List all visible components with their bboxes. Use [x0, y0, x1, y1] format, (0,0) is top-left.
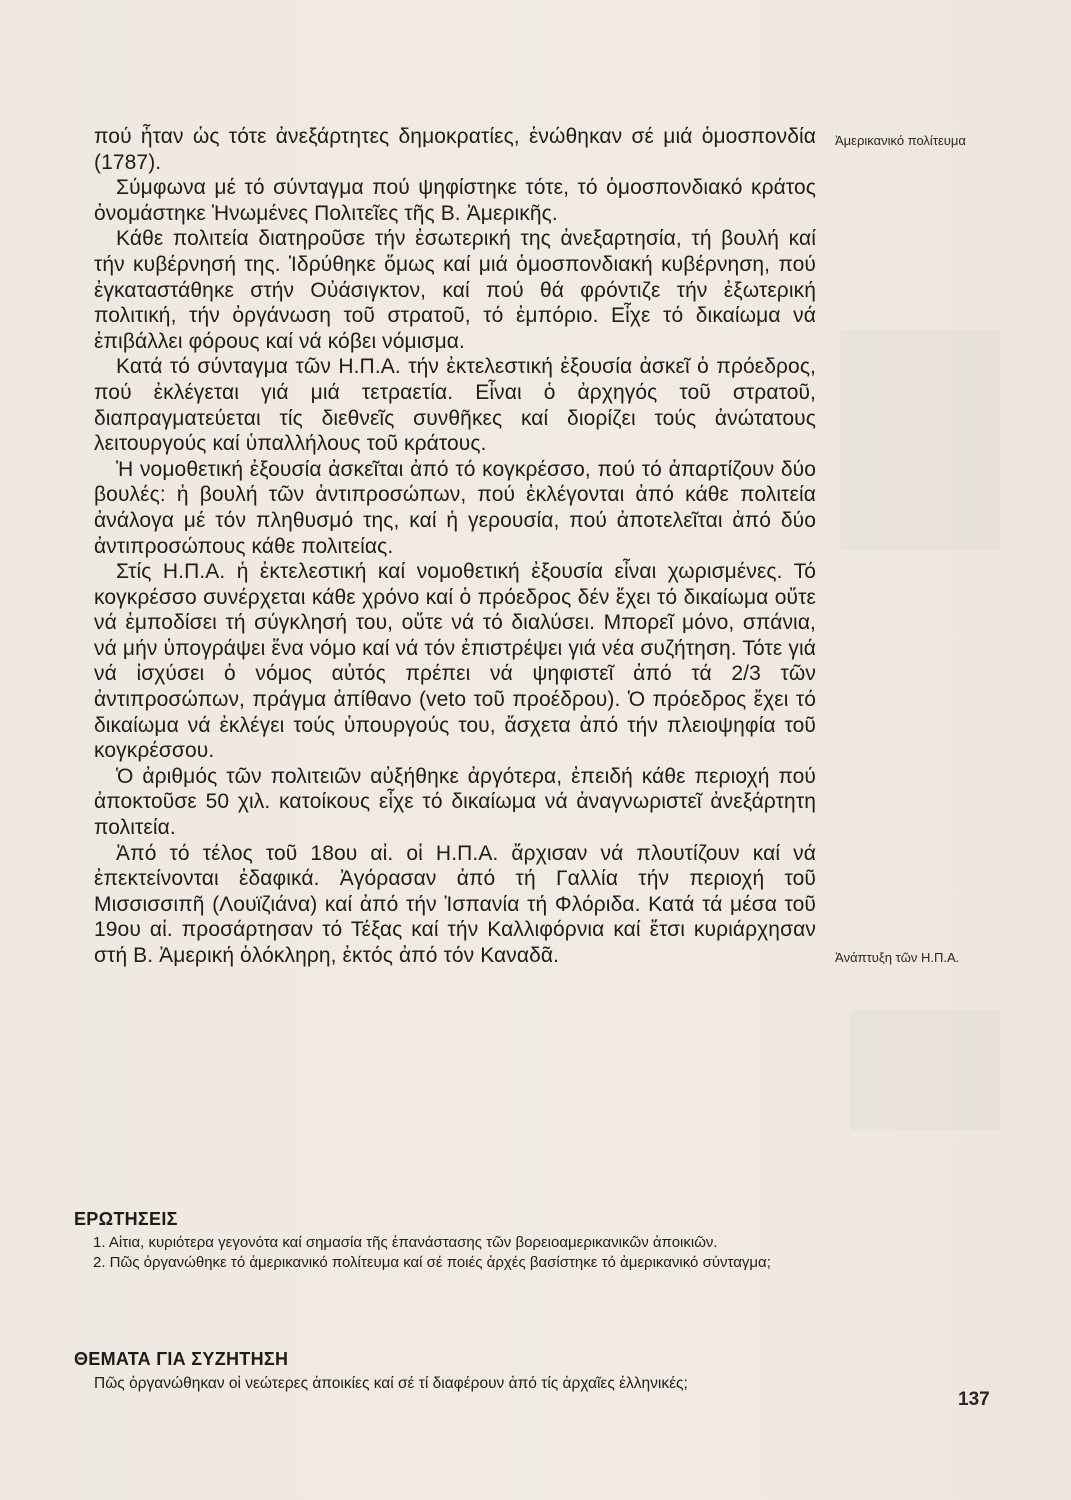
paragraph-2: Σύμφωνα μέ τό σύνταγμα πού ψηφίστηκε τότε, τό ὁμοσπονδιακό κράτος ὀνομάστηκε Ἡνωμένες Πολιτεῖες τῆς Β. Ἀμερικῆς.: [94, 176, 816, 225]
bleed-through-shadow: [850, 1010, 1000, 1130]
paragraph-1: πού ἦταν ὡς τότε ἀνεξάρτητες δημοκρατίες, ἑνώθηκαν σέ μιά ὁμοσπονδία (1787).: [94, 125, 816, 174]
paragraph-8: Ἀπό τό τέλος τοῦ 18ου αἰ. οἱ Η.Π.Α. ἄρχισαν νά πλουτίζουν καί νά ἐπεκτείνονται ἐδαφικά. Ἀγόρασαν ἀπό τή Γαλλία τήν περιοχή τοῦ Μισσισσιπῆ (Λουϊζιάνα) καί ἀπό τήν Ἰσπανία τή Φλόριδα. Κατά τά μέσα τοῦ 19ου αἰ. προσάρτησαν τό Τέξας καί τήν Καλλιφόρνια καί ἔτσι κυριάρχησαν στή Β. Ἀμερική ὁλόκληρη, ἐκτός ἀπό τόν Καναδᾶ.: [94, 841, 816, 967]
paragraph-4: Κατά τό σύνταγμα τῶν Η.Π.Α. τήν ἐκτελεστική ἐξουσία ἀσκεῖ ὁ πρόεδρος, πού ἐκλέγεται γιά μιά τετραετία. Εἶναι ὁ ἀρχηγός τοῦ στρατοῦ, διαπραγματεύεται τίς διεθνεῖς συνθῆκες καί διορίζει τούς ἀνώτατους λειτουργούς καί ὑπαλλήλους τοῦ κράτους.: [94, 355, 816, 456]
paragraph-6: Στίς Η.Π.Α. ἡ ἐκτελεστική καί νομοθετική ἐξουσία εἶναι χωρισμένες. Τό κογκρέσσο συνέρχεται κάθε χρόνο καί ὁ πρόεδρος δέν ἔχει τό δικαίωμα οὔτε νά ἐμποδίσει τή σύγκλησή του, οὔτε νά τό διαλύσει. Μπορεῖ μόνο, σπάνια, νά μήν ὑπογράψει ἕνα νόμο καί νά τόν ἐπιστρέψει γιά νέα συζήτηση. Τότε γιά νά ἰσχύσει ὁ νόμος αὐτός πρέπει νά ψηφιστεῖ ἀπό τά 2/3 τῶν ἀντιπροσώπων, πράγμα ἀπίθανο (veto τοῦ προέδρου). Ὁ πρόεδρος ἔχει τό δικαίωμα νά ἐκλέγει τούς ὑπουργούς του, ἄσχετα ἀπό τήν πλειοψηφία τοῦ κογκρέσσου.: [94, 560, 816, 763]
question-item: 2. Πῶς ὀργανώθηκε τό ἀμερικανικό πολίτευμα καί σέ ποιές ἀρχές βασίστηκε τό ἀμερικανικό σύνταγμα;: [93, 1254, 771, 1271]
discussion-heading: ΘΕΜΑΤΑ ΓΙΑ ΣΥΖΗΤΗΣΗ: [74, 1349, 289, 1369]
question-item: 1. Αἰτια, κυριότερα γεγονότα καί σημασία τῆς ἐπανάστασης τῶν βορειοαμερικανικῶν ἀποικιῶν.: [93, 1234, 718, 1251]
margin-note-american-constitution: Ἀμερικανικό πολίτευμα: [835, 133, 966, 148]
paragraph-7: Ὁ ἀριθμός τῶν πολιτειῶν αὐξήθηκε ἀργότερα, ἐπειδή κάθε περιοχή πού ἀποκτοῦσε 50 χιλ. κατοίκους εἶχε τό δικαίωμα νά ἀναγνωριστεῖ ἀνεξάρτητη πολιτεία.: [94, 764, 816, 840]
main-body-text: [94, 124, 816, 969]
questions-list: [80, 1233, 815, 1273]
paragraph-5: Ἡ νομοθετική ἐξουσία ἀσκεῖται ἀπό τό κογκρέσσο, πού τό ἀπαρτίζουν δύο βουλές: ἡ βουλή τῶν ἀντιπροσώπων, πού ἐκλέγονται ἀπό κάθε πολιτεία ἀνάλογα μέ τόν πληθυσμό της, καί ἡ γερουσία, πού ἀποτελεῖται ἀπό δύο ἀντιπροσώπους κάθε πολιτείας.: [94, 457, 816, 558]
questions-heading: ΕΡΩΤΗΣΕΙΣ: [74, 1209, 178, 1229]
page-number: 137: [958, 1389, 990, 1410]
discussion-text: Πῶς ὀργανώθηκαν οἱ νεώτερες ἀποικίες καί σέ τί διαφέρουν ἀπό τίς ἀρχαῖες ἑλληνικές;: [94, 1375, 688, 1392]
paragraph-3: Κάθε πολιτεία διατηροῦσε τήν ἐσωτερική της ἀνεξαρτησία, τή βουλή καί τήν κυβέρνησή της. Ἱδρύθηκε ὅμως καί μιά ὁμοσπονδιακή κυβέρνηση, πού ἐγκαταστάθηκε στήν Οὐάσιγκτον, καί πού θά φρόντιζε τήν ἐξωτερική πολιτική, τήν ὀργάνωση τοῦ στρατοῦ, τό ἐμπόριο. Εἶχε τό δικαίωμα νά ἐπιβάλλει φόρους καί νά κόβει νόμισμα.: [94, 227, 816, 353]
bleed-through-shadow: [840, 330, 1000, 550]
margin-note-usa-development: Ἀνάπτυξη τῶν Η.Π.Α.: [835, 950, 960, 965]
